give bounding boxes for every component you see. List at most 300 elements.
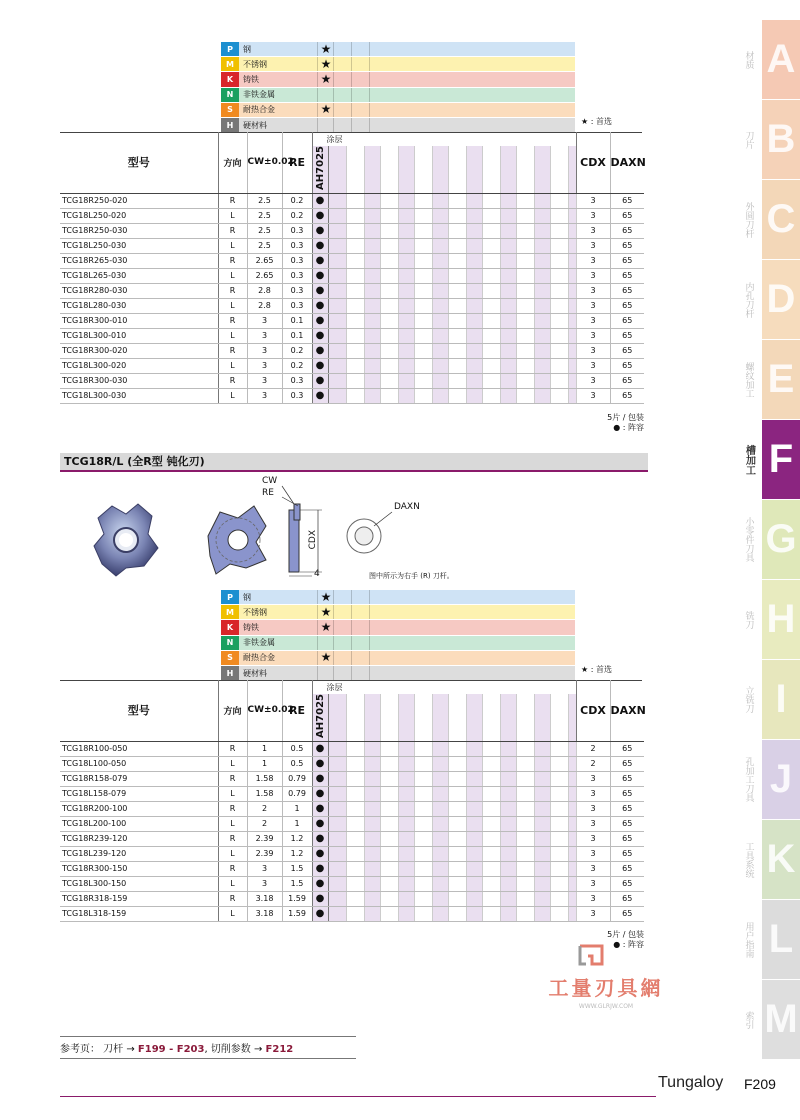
spec-cell — [500, 193, 516, 208]
spec-cell — [482, 771, 500, 786]
side-tab-letter: L — [762, 900, 800, 979]
header-daxn: DAXN — [610, 132, 644, 193]
spec-cell — [328, 313, 346, 328]
spec-cell — [466, 388, 482, 403]
spec-cell — [398, 756, 414, 771]
spec-cell — [414, 358, 432, 373]
side-tab-letter: G — [762, 500, 800, 579]
spec-cell — [516, 208, 534, 223]
spec-cell — [482, 846, 500, 861]
table-row — [60, 891, 644, 906]
reference-cutting-page[interactable]: F212 — [265, 1044, 294, 1055]
spec-cell — [328, 756, 346, 771]
side-tab-f[interactable] — [743, 420, 800, 499]
model-cell: TCG18R158-079 — [60, 771, 218, 786]
spec-cell — [398, 238, 414, 253]
material-grid-line — [317, 620, 318, 634]
spec-cell — [568, 238, 576, 253]
material-row-n — [221, 636, 575, 651]
side-tab-label: 铣刀 — [743, 610, 754, 629]
spec-cell — [568, 876, 576, 891]
spec-cell — [328, 343, 346, 358]
spec-cell — [466, 223, 482, 238]
product-table-2 — [60, 680, 644, 922]
spec-cell — [346, 343, 364, 358]
cdx-cell: 3 — [576, 358, 610, 373]
spec-cell — [346, 861, 364, 876]
stock-dot-icon: ● — [312, 313, 328, 328]
spec-cell — [414, 313, 432, 328]
side-tab-label: 用户指南 — [743, 921, 754, 958]
material-grid-line — [317, 72, 318, 86]
re-cell: 0.3 — [282, 373, 312, 388]
spec-cell — [346, 253, 364, 268]
spec-cell — [466, 846, 482, 861]
stock-dot-icon: ● — [312, 741, 328, 756]
spec-cell — [380, 343, 398, 358]
cdx-cell: 3 — [576, 373, 610, 388]
spec-cell — [432, 313, 448, 328]
spec-cell — [482, 906, 500, 921]
stock-dot-icon: ● — [312, 756, 328, 771]
side-tab-k[interactable] — [743, 820, 800, 899]
spec-cell — [550, 238, 568, 253]
stock-dot-icon: ● — [312, 373, 328, 388]
spec-cell — [516, 193, 534, 208]
side-tab-e[interactable] — [743, 340, 800, 419]
spec-column — [328, 146, 346, 193]
spec-cell — [568, 283, 576, 298]
material-grid-line — [317, 88, 318, 102]
stock-dot-icon: ● — [312, 891, 328, 906]
cw-cell: 1 — [247, 741, 282, 756]
spec-cell — [398, 891, 414, 906]
spec-cell — [398, 328, 414, 343]
spec-cell — [364, 891, 380, 906]
spec-cell — [550, 756, 568, 771]
spec-cell — [534, 208, 550, 223]
side-tab-l[interactable] — [743, 900, 800, 979]
spec-cell — [432, 253, 448, 268]
header-coating: 涂层 — [326, 682, 343, 692]
spec-cell — [448, 298, 466, 313]
spec-cell — [364, 816, 380, 831]
side-tab-a[interactable] — [743, 20, 800, 99]
daxn-cell: 65 — [610, 253, 644, 268]
spec-cell — [398, 313, 414, 328]
re-cell: 0.1 — [282, 328, 312, 343]
spec-cell — [500, 238, 516, 253]
re-cell: 0.3 — [282, 283, 312, 298]
spec-cell — [364, 268, 380, 283]
material-grid-line — [369, 651, 370, 665]
spec-cell — [466, 268, 482, 283]
spec-cell — [534, 388, 550, 403]
daxn-view — [347, 512, 392, 553]
spec-cell — [448, 238, 466, 253]
spec-cell — [568, 816, 576, 831]
side-tab-letter: D — [762, 260, 800, 339]
spec-cell — [346, 373, 364, 388]
spec-cell — [482, 801, 500, 816]
spec-cell — [414, 801, 432, 816]
material-grid-line — [333, 57, 334, 71]
direction-cell: L — [218, 238, 247, 253]
figure-note: 图中所示为右手 (R) 刀杆。 — [369, 572, 454, 580]
daxn-cell: 65 — [610, 906, 644, 921]
spec-cell — [466, 298, 482, 313]
spec-cell — [364, 786, 380, 801]
daxn-cell: 65 — [610, 283, 644, 298]
side-tab-label: 螺纹加工 — [743, 361, 754, 398]
spec-cell — [482, 358, 500, 373]
model-cell: TCG18R100-050 — [60, 741, 218, 756]
cw-cell: 3 — [247, 861, 282, 876]
material-grid-line — [333, 118, 334, 132]
spec-cell — [466, 876, 482, 891]
material-grid-line — [333, 590, 334, 604]
spec-cell — [380, 891, 398, 906]
spec-column — [482, 694, 500, 741]
daxn-cell: 65 — [610, 846, 644, 861]
spec-cell — [534, 801, 550, 816]
side-tab-letter: I — [762, 660, 800, 739]
material-grid-line — [333, 88, 334, 102]
material-grid-line — [351, 42, 352, 56]
direction-cell: R — [218, 831, 247, 846]
table-row — [60, 801, 644, 816]
material-name: 不锈钢 — [243, 607, 267, 617]
side-tab-g[interactable] — [743, 500, 800, 579]
direction-cell: R — [218, 253, 247, 268]
spec-cell — [414, 298, 432, 313]
spec-cell — [534, 906, 550, 921]
re-cell: 0.5 — [282, 741, 312, 756]
model-cell: TCG18L300-010 — [60, 328, 218, 343]
spec-cell — [414, 193, 432, 208]
side-tab-i[interactable] — [743, 660, 800, 739]
re-cell: 1.5 — [282, 861, 312, 876]
model-cell: TCG18L265-030 — [60, 268, 218, 283]
spec-cell — [364, 861, 380, 876]
spec-cell — [432, 298, 448, 313]
spec-cell — [550, 786, 568, 801]
spec-cell — [364, 801, 380, 816]
spec-cell — [448, 831, 466, 846]
direction-cell: L — [218, 906, 247, 921]
cdx-cell: 3 — [576, 313, 610, 328]
side-tab-label: 外圆刀杆 — [743, 201, 754, 238]
material-grid-line — [333, 636, 334, 650]
spec-cell — [346, 816, 364, 831]
spec-column — [380, 146, 398, 193]
spec-cell — [432, 268, 448, 283]
re-cell: 0.1 — [282, 313, 312, 328]
spec-cell — [466, 891, 482, 906]
side-tab-h[interactable] — [743, 580, 800, 659]
spec-cell — [398, 223, 414, 238]
model-cell: TCG18R265-030 — [60, 253, 218, 268]
spec-cell — [550, 253, 568, 268]
cw-cell: 2.8 — [247, 283, 282, 298]
material-grid-line — [333, 103, 334, 117]
material-grid-line — [351, 666, 352, 680]
spec-cell — [500, 298, 516, 313]
spec-cell — [346, 238, 364, 253]
cw-cell: 2.5 — [247, 193, 282, 208]
spec-cell — [346, 283, 364, 298]
spec-cell — [516, 238, 534, 253]
spec-cell — [466, 741, 482, 756]
spec-cell — [534, 373, 550, 388]
spec-cell — [516, 373, 534, 388]
re-cell: 0.2 — [282, 358, 312, 373]
reference-holder-pages[interactable]: F199 - F203 — [137, 1044, 205, 1055]
spec-cell — [364, 373, 380, 388]
spec-cell — [364, 771, 380, 786]
material-row-p — [221, 42, 575, 57]
spec-cell — [414, 283, 432, 298]
stock-dot-icon: ● — [312, 208, 328, 223]
daxn-cell: 65 — [610, 831, 644, 846]
model-cell: TCG18L158-079 — [60, 786, 218, 801]
spec-cell — [414, 343, 432, 358]
material-grid-line — [333, 666, 334, 680]
material-grid-line — [351, 620, 352, 634]
page-number: F209 — [744, 1076, 776, 1092]
spec-cell — [380, 831, 398, 846]
direction-cell: L — [218, 358, 247, 373]
side-tab-label: 小零件刀具 — [743, 517, 754, 562]
spec-cell — [414, 891, 432, 906]
lineup-legend: ● : 阵容 — [613, 423, 644, 432]
header-row-coating — [60, 680, 644, 694]
material-name: 非铁金属 — [243, 638, 275, 648]
daxn-cell: 65 — [610, 786, 644, 801]
spec-cell — [328, 238, 346, 253]
side-tab-c[interactable] — [743, 180, 800, 259]
spec-cell — [534, 223, 550, 238]
model-cell: TCG18L200-100 — [60, 816, 218, 831]
re-cell: 0.79 — [282, 771, 312, 786]
side-tab-d[interactable] — [743, 260, 800, 339]
re-cell: 0.5 — [282, 756, 312, 771]
spec-cell — [346, 358, 364, 373]
header-grade — [312, 146, 328, 193]
spec-cell — [568, 358, 576, 373]
spec-column — [448, 694, 466, 741]
spec-cell — [448, 861, 466, 876]
spec-cell — [432, 891, 448, 906]
spec-cell — [364, 298, 380, 313]
spec-cell — [414, 756, 432, 771]
spec-cell — [328, 283, 346, 298]
spec-cell — [346, 771, 364, 786]
table-row — [60, 358, 644, 373]
header-direction: 方向 — [218, 680, 247, 741]
spec-cell — [500, 208, 516, 223]
model-cell: TCG18L300-030 — [60, 388, 218, 403]
spec-cell — [534, 283, 550, 298]
table-row — [60, 268, 644, 283]
spec-cell — [414, 268, 432, 283]
cdx-cell: 3 — [576, 891, 610, 906]
spec-cell — [466, 208, 482, 223]
spec-column — [380, 694, 398, 741]
section-rule — [60, 470, 648, 472]
spec-cell — [346, 313, 364, 328]
table-row — [60, 741, 644, 756]
direction-cell: R — [218, 343, 247, 358]
spec-cell — [550, 741, 568, 756]
cdx-cell: 3 — [576, 238, 610, 253]
spec-column — [482, 146, 500, 193]
section-tabs — [743, 20, 800, 1060]
material-name: 钢 — [243, 592, 251, 602]
cw-cell: 2.8 — [247, 298, 282, 313]
spec-cell — [568, 861, 576, 876]
spec-cell — [568, 223, 576, 238]
side-tab-label: 材质 — [743, 50, 754, 69]
side-tab-b[interactable] — [743, 100, 800, 179]
spec-cell — [534, 343, 550, 358]
model-cell: TCG18R318-159 — [60, 891, 218, 906]
spec-cell — [568, 906, 576, 921]
cw-cell: 3 — [247, 328, 282, 343]
spec-column — [500, 146, 516, 193]
spec-cell — [448, 313, 466, 328]
spec-cell — [364, 283, 380, 298]
spec-cell — [500, 741, 516, 756]
spec-cell — [516, 283, 534, 298]
spec-cell — [398, 388, 414, 403]
direction-cell: L — [218, 876, 247, 891]
direction-cell: L — [218, 208, 247, 223]
spec-cell — [328, 193, 346, 208]
header-model: 型号 — [60, 132, 218, 193]
spec-cell — [500, 358, 516, 373]
header-cdx: CDX — [576, 680, 610, 741]
section-title: TCG18R/L (全R型 钝化刃) — [60, 453, 648, 470]
re-cell: 0.3 — [282, 253, 312, 268]
spec-cell — [398, 343, 414, 358]
spec-cell — [534, 876, 550, 891]
spec-cell — [482, 193, 500, 208]
spec-cell — [568, 801, 576, 816]
cw-cell: 1.58 — [247, 786, 282, 801]
spec-cell — [448, 846, 466, 861]
spec-cell — [448, 253, 466, 268]
stock-dot-icon: ● — [312, 816, 328, 831]
reference-mid: , 切削参数 → — [204, 1044, 266, 1055]
spec-cell — [568, 741, 576, 756]
spec-cell — [380, 298, 398, 313]
spec-cell — [346, 268, 364, 283]
spec-cell — [550, 861, 568, 876]
spec-cell — [568, 891, 576, 906]
header-direction: 方向 — [218, 132, 247, 193]
spec-cell — [346, 208, 364, 223]
material-grid-line — [333, 605, 334, 619]
re-cell: 0.3 — [282, 298, 312, 313]
preferred-note-1: ★ : 首选 — [581, 117, 612, 126]
spec-cell — [466, 328, 482, 343]
material-row-k — [221, 72, 575, 87]
spec-cell — [448, 786, 466, 801]
header-re: RE — [282, 132, 312, 193]
stock-dot-icon: ● — [312, 876, 328, 891]
spec-cell — [550, 283, 568, 298]
spec-cell — [568, 771, 576, 786]
spec-cell — [398, 268, 414, 283]
spec-cell — [448, 388, 466, 403]
daxn-cell: 65 — [610, 238, 644, 253]
spec-cell — [534, 328, 550, 343]
table-row — [60, 373, 644, 388]
spec-cell — [346, 741, 364, 756]
direction-cell: R — [218, 771, 247, 786]
spec-cell — [398, 283, 414, 298]
spec-cell — [448, 876, 466, 891]
spec-cell — [568, 831, 576, 846]
cw-cell: 2.5 — [247, 223, 282, 238]
spec-cell — [568, 268, 576, 283]
spec-cell — [550, 223, 568, 238]
spec-cell — [500, 906, 516, 921]
side-tab-m[interactable] — [743, 980, 800, 1059]
spec-cell — [398, 193, 414, 208]
material-legend-2 — [221, 590, 575, 681]
direction-cell: R — [218, 891, 247, 906]
spec-cell — [346, 786, 364, 801]
spec-cell — [550, 268, 568, 283]
spec-cell — [550, 801, 568, 816]
material-grid-line — [317, 42, 318, 56]
spec-cell — [516, 861, 534, 876]
spec-cell — [500, 786, 516, 801]
cdx-cell: 3 — [576, 193, 610, 208]
spec-cell — [398, 208, 414, 223]
re-cell: 1 — [282, 801, 312, 816]
spec-cell — [448, 891, 466, 906]
cdx-cell: 3 — [576, 268, 610, 283]
spec-cell — [380, 373, 398, 388]
side-tab-j[interactable] — [743, 740, 800, 819]
label-dim-4: 4 — [314, 569, 320, 579]
material-grid-line — [369, 42, 370, 56]
spec-cell — [466, 906, 482, 921]
spec-cell — [364, 388, 380, 403]
spec-cell — [568, 373, 576, 388]
model-cell: TCG18R200-100 — [60, 801, 218, 816]
table-row — [60, 846, 644, 861]
spec-cell — [380, 388, 398, 403]
spec-cell — [550, 846, 568, 861]
spec-cell — [500, 771, 516, 786]
cw-cell: 1 — [247, 756, 282, 771]
table-row — [60, 328, 644, 343]
spec-cell — [328, 816, 346, 831]
spec-cell — [380, 193, 398, 208]
spec-cell — [448, 373, 466, 388]
daxn-cell: 65 — [610, 268, 644, 283]
material-grid-line — [351, 72, 352, 86]
reference-rule-bottom — [60, 1058, 356, 1059]
spec-cell — [328, 268, 346, 283]
spec-cell — [568, 786, 576, 801]
cw-cell: 3 — [247, 373, 282, 388]
spec-cell — [516, 741, 534, 756]
